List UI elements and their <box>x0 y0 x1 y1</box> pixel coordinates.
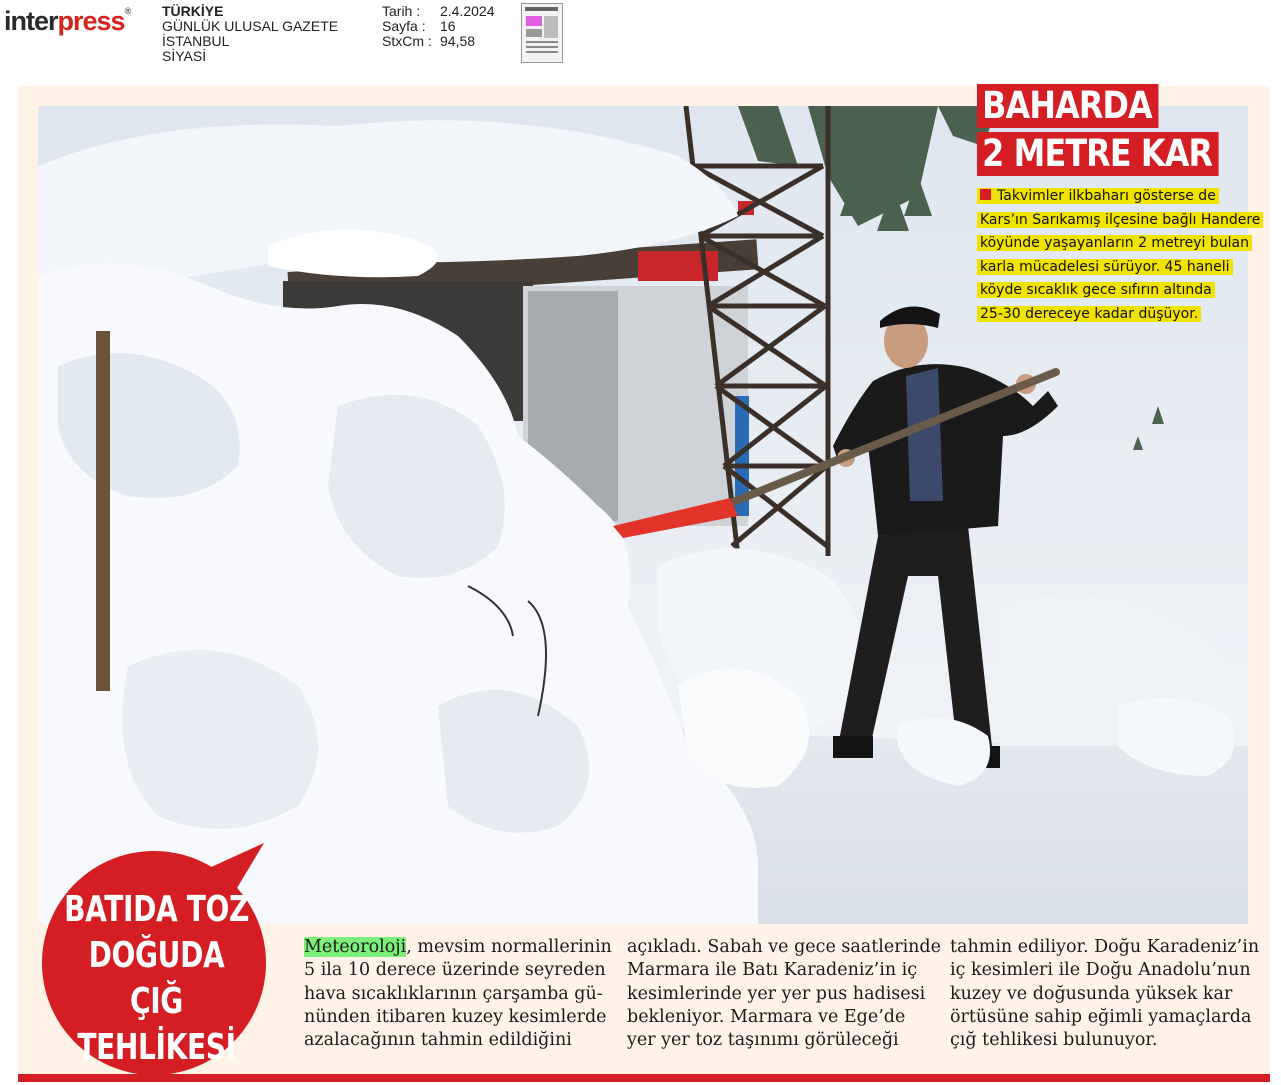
stxcm-row <box>382 34 495 49</box>
bottom-red-rule <box>18 1074 1270 1082</box>
body-line: yer yer toz taşınımı görüleceği <box>627 1030 899 1051</box>
red-square-bullet-icon <box>980 189 991 200</box>
logo-main: inter <box>4 6 58 36</box>
summary-line: köyde sıcaklık gece sıfırın altında <box>977 279 1253 303</box>
page-label: Sayfa : <box>382 18 426 34</box>
headline <box>977 84 1258 176</box>
page-thumbnail[interactable] <box>521 3 563 63</box>
body-line: Meteoroloji, mevsim normallerinin <box>304 937 612 957</box>
body-line: çığ tehlikesi bulunuyor. <box>950 1030 1158 1051</box>
page-row <box>382 19 495 34</box>
headline-line-1: BAHARDA <box>977 84 1159 128</box>
body-line: nünden itibaren kuzey kesimlerde <box>304 1006 607 1027</box>
interpress-logo <box>4 6 130 37</box>
clipping-meta <box>382 4 495 49</box>
body-line: tahmin ediliyor. Doğu Karadeniz’in <box>950 937 1260 957</box>
sidebar-title-line: TEHLİKESİ <box>77 1027 236 1068</box>
date-value: 2.4.2024 <box>440 3 495 19</box>
summary-line: 25-30 dereceye kadar düşüyor. <box>977 303 1253 327</box>
body-column-3 <box>950 936 1260 1052</box>
body-line: kuzey ve doğusunda yüksek kar <box>950 983 1233 1004</box>
publication-type: GÜNLÜK ULUSAL GAZETE <box>162 18 339 34</box>
stxcm-value: 94,58 <box>440 33 476 49</box>
highlighted-keyword: Meteoroloji <box>304 937 407 957</box>
country: TÜRKİYE <box>162 3 224 19</box>
sidebar-title <box>61 887 252 1071</box>
logo-accent: press <box>57 6 125 36</box>
section: SİYASİ <box>162 48 207 64</box>
publication-info <box>162 4 338 64</box>
city: İSTANBUL <box>162 33 230 49</box>
logo-registered-mark: ® <box>124 6 131 16</box>
summary-line: Kars’ın Sarıkamış ilçesine bağlı Handere <box>977 209 1253 233</box>
body-line: bekleniyor. Marmara ve Ege’de <box>627 1006 906 1027</box>
body-line: örtüsüne sahip eğimli yamaçlarda <box>950 1006 1252 1027</box>
page-value: 16 <box>440 18 456 34</box>
date-label: Tarih : <box>382 3 421 19</box>
body-column-2 <box>627 936 941 1052</box>
stxcm-label: StxCm : <box>382 33 432 49</box>
body-line: Marmara ile Batı Karadeniz’in iç <box>627 960 918 981</box>
date-row <box>382 4 495 19</box>
summary-line: köyünde yaşayanların 2 metreyi bulan <box>977 232 1253 256</box>
body-line: 5 ila 10 derece üzerinde seyreden <box>304 960 606 981</box>
summary-line: Takvimler ilkbaharı gösterse de <box>977 185 1253 209</box>
article-summary <box>977 185 1261 326</box>
wooden-post <box>96 331 110 691</box>
body-line: açıkladı. Sabah ve gece saatlerinde <box>627 937 941 957</box>
body-line: azalacağının tahmin edildiğini <box>304 1030 572 1051</box>
body-line: kesimlerinde yer yer pus hadisesi <box>627 983 926 1004</box>
body-column-1 <box>304 936 612 1052</box>
body-line: iç kesimleri ile Doğu Anadolu’nun <box>950 960 1251 981</box>
sidebar-title-line: BATIDA TOZ <box>64 889 249 930</box>
body-line: hava sıcaklıklarının çarşamba gü- <box>304 983 603 1004</box>
summary-line: karla mücadelesi sürüyor. 45 haneli <box>977 256 1253 280</box>
sidebar-title-line: DOĞUDA ÇIĞ <box>88 935 225 1022</box>
headline-line-2: 2 METRE KAR <box>977 132 1219 176</box>
